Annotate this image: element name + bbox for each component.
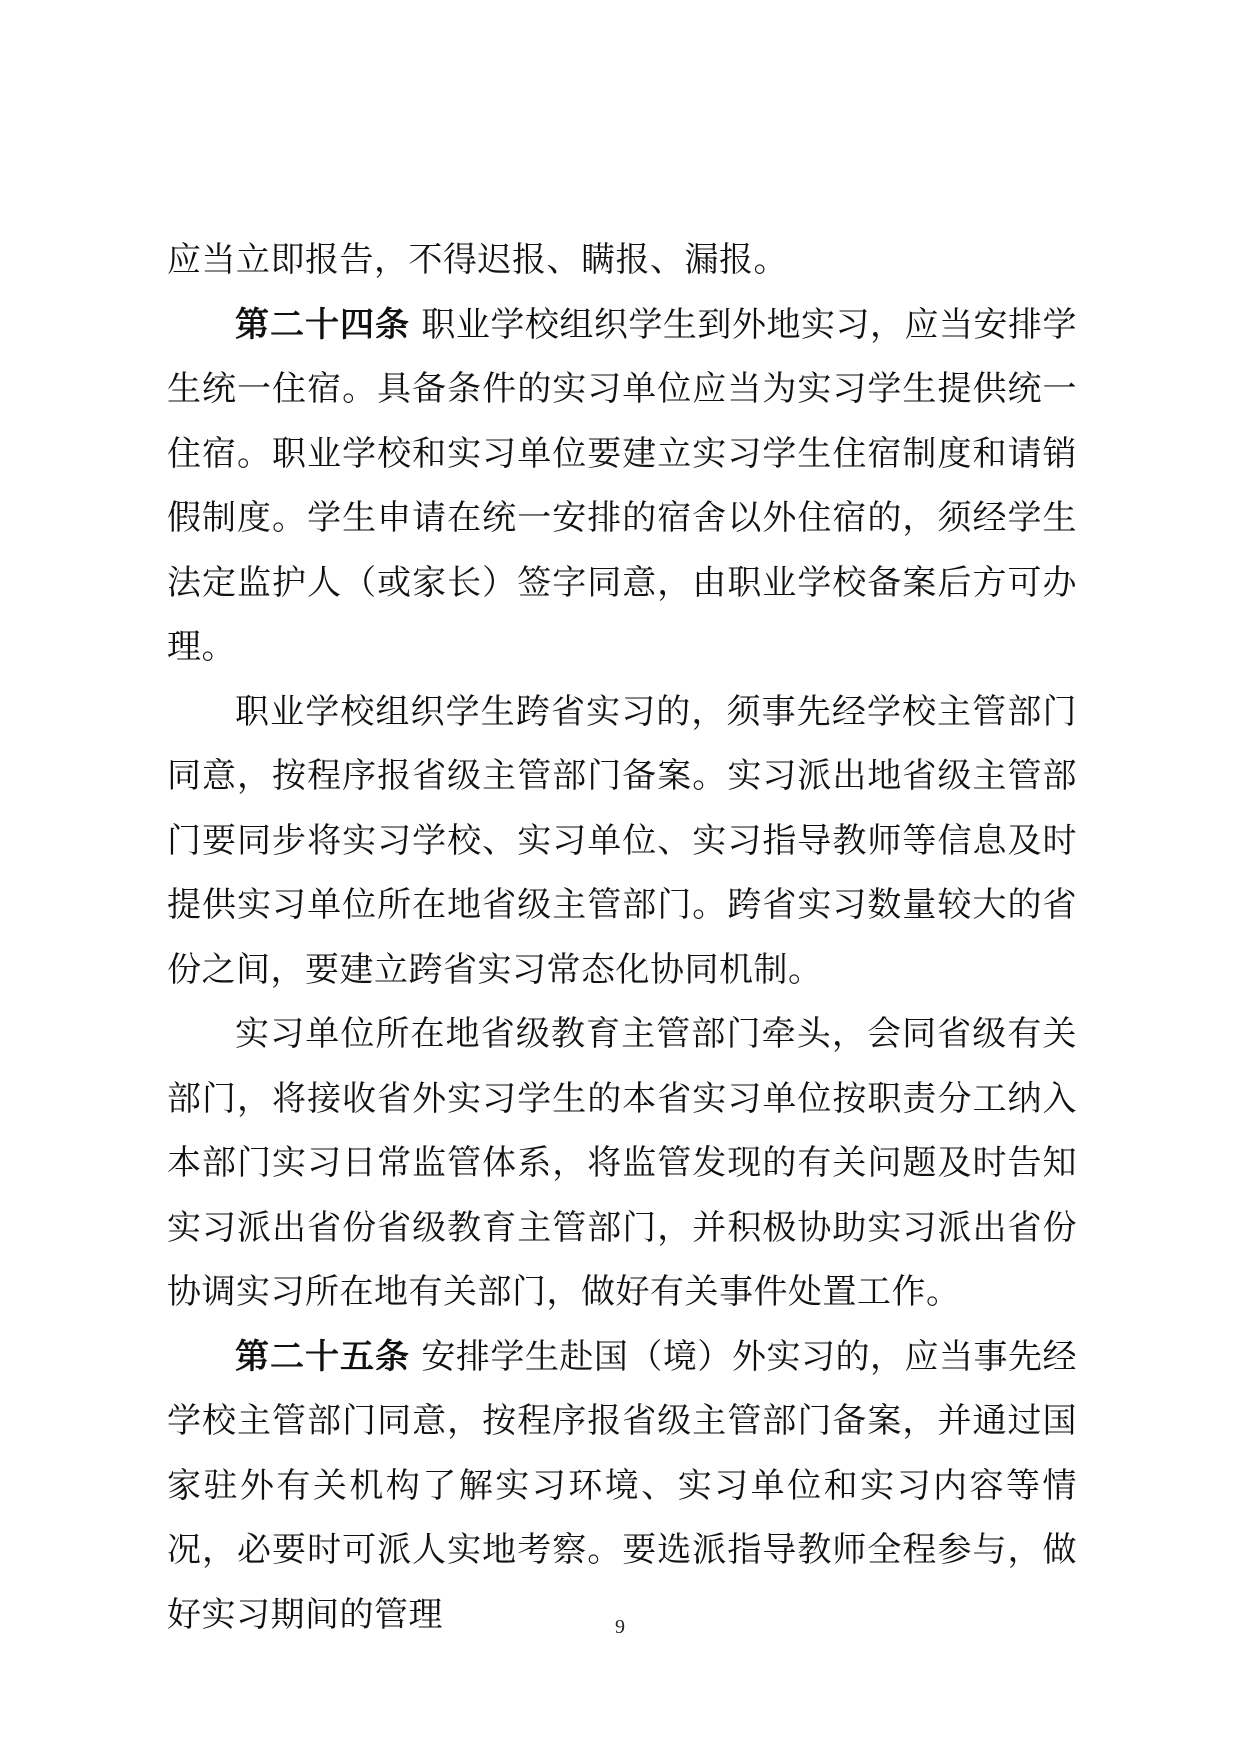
paragraph-text: 职业学校组织学生跨省实习的，须事先经学校主管部门同意，按程序报省级主管部门备案。实习派出地省级主管部门要同步将实习学校、实习单位、实习指导教师等信息及时提供实习单位所在地省级主管部门。跨省实习数量较大的省份之间，要建立跨省实习常态化协同机制。 — [167, 691, 1077, 990]
paragraph-text: 实习单位所在地省级教育主管部门牵头，会同省级有关部门，将接收省外实习学生的本省实习单位按职责分工纳入本部门实习日常监管体系，将监管发现的有关问题及时告知实习派出省份省级教育主管部门，并积极协助实习派出省份协调实习所在地有关部门，做好有关事件处置工作。 — [167, 1014, 1077, 1312]
article-number: 第二十四条 — [235, 304, 411, 345]
article-number: 第二十五条 — [235, 1336, 411, 1377]
paragraph-article-24 — [167, 293, 1077, 680]
paragraph-continuation — [167, 228, 1077, 293]
paragraph-text: 应当立即报告，不得迟报、瞒报、漏报。 — [167, 240, 788, 280]
paragraph-text: 安排学生赴国（境）外实习的，应当事先经学校主管部门同意，按程序报省级主管部门备案，并通过国家驻外有关机构了解实习环境、实习单位和实习内容等情况，必要时可派人实地考察。要选派指导教师全程参与，做好实习期间的管理 — [167, 1336, 1078, 1635]
paragraph-cross-province — [167, 680, 1077, 1003]
paragraph-article-25 — [167, 1325, 1077, 1648]
document-body — [167, 228, 1077, 1647]
page-number: 9 — [615, 1616, 625, 1638]
paragraph-text: 职业学校组织学生到外地实习，应当安排学生统一住宿。具备条件的实习单位应当为实习学生提供统一住宿。职业学校和实习单位要建立实习学生住宿制度和请销假制度。学生申请在统一安排的宿舍以外住宿的，须经学生法定监护人（或家长）签字同意，由职业学校备案后方可办理。 — [167, 304, 1078, 667]
paragraph-supervision — [167, 1002, 1077, 1325]
